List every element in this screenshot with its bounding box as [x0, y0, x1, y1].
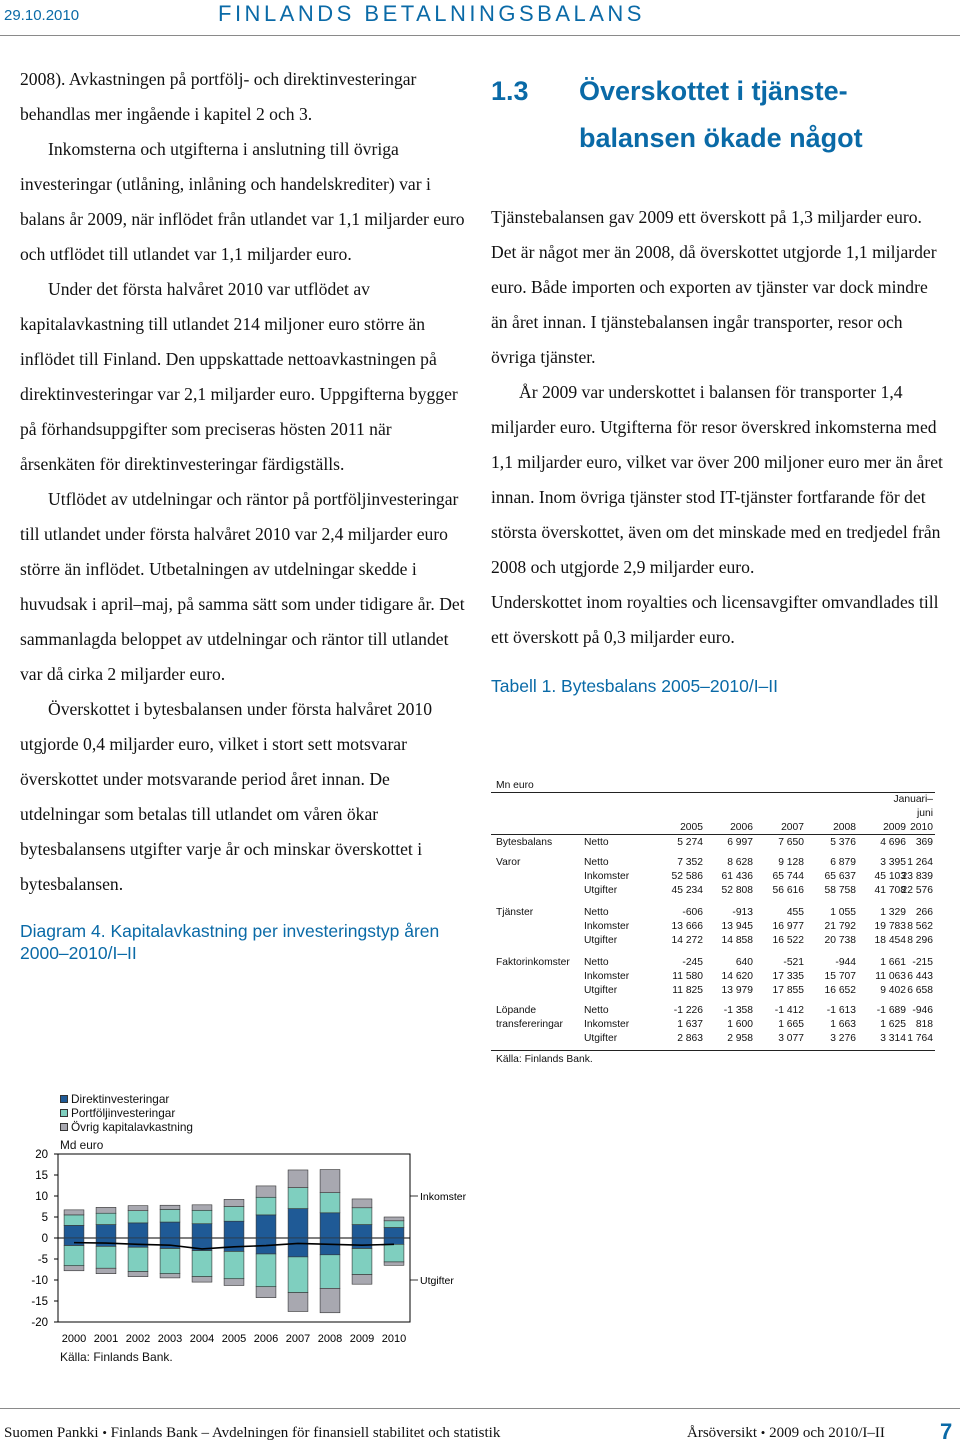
- table-row-item: Inkomster: [584, 971, 630, 982]
- table-cell: 6 443: [907, 971, 933, 982]
- table-row-item: Utgifter: [584, 935, 618, 946]
- bar-utgifter-2: [256, 1254, 276, 1287]
- left-paragraph-2: Inkomsterna och utgifterna i anslutning till övriga investeringar (utlåning, inlåning och handelskrediter) var i balans år 2009, när inflödet från utlandet var 1,1 miljarder euro och utflödet till utlandet var 1,1 miljarder euro.: [20, 139, 465, 264]
- table-cell: 5 274: [677, 837, 703, 848]
- table-cell: 52 808: [721, 885, 753, 896]
- y-tick-label: -5: [37, 1254, 48, 1266]
- table-cell: 1 764: [907, 1033, 933, 1044]
- table-cell: 22 576: [901, 885, 933, 896]
- x-tick-label: 2003: [157, 1333, 183, 1345]
- bar-utgifter-1: [288, 1238, 308, 1257]
- table-cell: 8 296: [907, 935, 933, 946]
- table-cell: 3 395: [880, 857, 906, 868]
- page-number: 7: [940, 1419, 953, 1444]
- bar-inkomster-3: [224, 1199, 244, 1206]
- table-cell: 3 314: [880, 1033, 906, 1044]
- bar-utgifter-3: [384, 1262, 404, 1265]
- x-tick-label: 2006: [253, 1333, 279, 1345]
- left-column: [20, 62, 468, 964]
- bar-inkomster-1: [64, 1225, 84, 1238]
- table-header-year: 2009: [883, 822, 906, 833]
- bar-utgifter-2: [288, 1257, 308, 1293]
- left-paragraph-4: Utflödet av utdelningar och räntor på portföljinvesteringar till utlandet under första halvåret 2010 var 2,4 miljarder euro större än inflödet. Utbetalningen av utdelningar skedde i huvudsak i april–maj, på samma sätt som under tidigare år. Det sammanlagda beloppet av utdelningar och räntor till utlandet var då cirka 2 miljarder euro.: [20, 489, 465, 684]
- table-cell: -944: [835, 957, 856, 968]
- table-cell: 9 402: [880, 985, 906, 996]
- table-caption: Tabell 1. Bytesbalans 2005–2010/I–II: [491, 676, 779, 696]
- table-cell: 13 979: [721, 985, 753, 996]
- bar-utgifter-1: [128, 1238, 148, 1247]
- bar-utgifter-3: [256, 1287, 276, 1298]
- x-tick-label: 2001: [93, 1333, 119, 1345]
- table-cell: 65 744: [772, 871, 804, 882]
- table-cell: 14 272: [671, 935, 703, 946]
- table-cell: 11 063: [875, 971, 906, 982]
- header-title: FINLANDS BETALNINGSBALANS: [218, 1, 645, 26]
- bar-utgifter-3: [64, 1266, 84, 1271]
- table-cell: 20 738: [824, 935, 856, 946]
- bar-utgifter-3: [352, 1275, 372, 1285]
- table-cell: 16 652: [824, 985, 856, 996]
- table-cell: 1 661: [880, 957, 906, 968]
- table-cell: 2 863: [677, 1033, 703, 1044]
- bar-inkomster-1: [288, 1209, 308, 1238]
- x-tick-label: 2002: [125, 1333, 151, 1345]
- table-row-item: Netto: [584, 957, 609, 968]
- chart-plot: [0, 1088, 470, 1353]
- table-cell: -215: [912, 957, 933, 968]
- table-cell: 8 628: [727, 857, 753, 868]
- right-paragraph-3: Underskottet inom royalties och licensavgifter omvandlades till ett överskott på 0,3 miljarder euro.: [491, 592, 939, 647]
- bar-utgifter-2: [384, 1244, 404, 1262]
- bar-inkomster-1: [96, 1225, 116, 1238]
- y-tick-label: 10: [35, 1191, 48, 1203]
- bar-inkomster-3: [320, 1170, 340, 1193]
- y-tick-label: 20: [35, 1149, 48, 1161]
- bar-inkomster-1: [192, 1224, 212, 1238]
- footer-org-fi: Suomen Pankki: [4, 1425, 99, 1441]
- legend-label-direkt: Direktinvesteringar: [71, 1092, 170, 1106]
- table-cell: 21 792: [824, 921, 856, 932]
- table-cell: 5 376: [830, 837, 856, 848]
- header-date: 29.10.2010: [4, 7, 80, 24]
- table-cell: 11 580: [672, 971, 703, 982]
- bar-inkomster-1: [352, 1225, 372, 1238]
- table-cell: -1 358: [723, 1005, 753, 1016]
- table-cell: 1 663: [830, 1019, 856, 1030]
- table-row-group: Tjänster: [496, 907, 534, 918]
- bar-inkomster-3: [160, 1205, 180, 1209]
- table-cell: -946: [912, 1005, 933, 1016]
- table-unit: Mn euro: [496, 780, 534, 791]
- table-cell: -245: [682, 957, 703, 968]
- table-cell: 4 696: [880, 837, 906, 848]
- legend-label-portfolj: Portföljinvesteringar: [71, 1106, 176, 1120]
- chart-y-unit: Md euro: [60, 1138, 104, 1152]
- right-paragraph-1: Tjänstebalansen gav 2009 ett överskott på 1,3 miljarder euro. Det är något mer än 2008, då överskottet utgjorde 1,1 miljarder euro. Både importen och exporten av tjänster var dock mindre än året innan. I tjänstebalansen ingår transporter, resor och övriga tjänster.: [491, 207, 937, 367]
- left-paragraph-1: 2008). Avkastningen på portfölj- och direktinvesteringar behandlas mer ingående i kapitel 2 och 3.: [20, 69, 417, 124]
- bar-utgifter-1: [224, 1238, 244, 1251]
- table-row-item: Utgifter: [584, 885, 618, 896]
- footer-right: [687, 1425, 885, 1442]
- bar-inkomster-2: [64, 1215, 84, 1226]
- table-cell: 1 055: [830, 907, 856, 918]
- bar-utgifter-3: [192, 1277, 212, 1282]
- bar-inkomster-1: [224, 1221, 244, 1238]
- x-tick-label: 2004: [189, 1333, 215, 1345]
- footer-bullet-1: •: [102, 1425, 107, 1440]
- bar-inkomster-2: [256, 1197, 276, 1215]
- table-header-year: 2008: [833, 822, 856, 833]
- table-cell: 65 637: [824, 871, 856, 882]
- bar-inkomster-2: [352, 1208, 372, 1225]
- bar-inkomster-3: [96, 1207, 116, 1213]
- bar-utgifter-3: [320, 1288, 340, 1312]
- table-cell: 1 625: [880, 1019, 906, 1030]
- bar-inkomster-1: [160, 1222, 180, 1238]
- table-row-item: Utgifter: [584, 985, 618, 996]
- bar-inkomster-2: [128, 1211, 148, 1223]
- bar-inkomster-3: [352, 1199, 372, 1208]
- table-cell: 1 637: [677, 1019, 703, 1030]
- bar-utgifter-2: [192, 1251, 212, 1277]
- table-row-group: Löpande: [496, 1005, 537, 1016]
- table-cell: 19 783: [874, 921, 906, 932]
- table-bottom-rule: [491, 1050, 935, 1051]
- table-cell: 16 522: [772, 935, 804, 946]
- bar-utgifter-2: [128, 1247, 148, 1271]
- chart-source: Källa: Finlands Bank.: [60, 1350, 173, 1364]
- header-rule: [0, 35, 960, 36]
- table-row-item: Inkomster: [584, 921, 630, 932]
- right-paragraph-2: År 2009 var underskottet i balansen för transporter 1,4 miljarder euro. Utgifterna för resor överskred inkomsterna med 1,1 miljarder euro, vilket var över 200 miljoner euro mer än året innan. Inom övriga tjänster stod IT-tjänster fortfarande för det största överskottet, även om det minskade med en tredjedel från 2008 och utgjorde 2,9 miljarder euro.: [491, 382, 943, 577]
- bar-utgifter-2: [320, 1255, 340, 1289]
- bar-inkomster-1: [256, 1215, 276, 1238]
- table-cell: 16 977: [772, 921, 804, 932]
- table-cell: 1 329: [880, 907, 906, 918]
- bar-inkomster-3: [192, 1205, 212, 1210]
- bar-utgifter-2: [64, 1246, 84, 1266]
- bar-inkomster-2: [288, 1188, 308, 1209]
- table-row-group: Faktorinkomster: [496, 957, 570, 968]
- footer-report: Årsöversikt: [687, 1425, 757, 1441]
- table-cell: 41 708: [874, 885, 906, 896]
- bar-inkomster-3: [256, 1186, 276, 1197]
- table-header-period-2: juni: [916, 808, 933, 819]
- table-cell: -1 689: [876, 1005, 906, 1016]
- section-title-line-2: balansen ökade något: [579, 123, 863, 153]
- footer-dash: –: [201, 1425, 209, 1441]
- table-cell: 7 650: [778, 837, 804, 848]
- table-cell: 18 454: [874, 935, 906, 946]
- bar-inkomster-2: [224, 1207, 244, 1222]
- annotation-label: Utgifter: [420, 1275, 454, 1287]
- table-cell: -1 613: [826, 1005, 856, 1016]
- footer-department: Avdelningen för finansiell stabilitet och statistik: [211, 1425, 501, 1441]
- table-header-year: 2006: [730, 822, 753, 833]
- legend-label-ovrig: Övrig kapitalavkastning: [71, 1120, 193, 1134]
- bar-inkomster-3: [384, 1217, 404, 1221]
- table-cell: 45 234: [671, 885, 703, 896]
- bar-utgifter-3: [288, 1293, 308, 1312]
- table-cell: -521: [783, 957, 804, 968]
- bar-inkomster-2: [192, 1210, 212, 1223]
- table-cell: 52 586: [671, 871, 703, 882]
- table-cell: 3 276: [830, 1033, 856, 1044]
- left-paragraph-5: Överskottet i bytesbalansen under första halvåret 2010 utgjorde 0,4 miljarder euro, vilket i stort sett motsvarar överskottet under motsvarande period året innan. De utdelningar som betalas till utlandet om våren ökar bytesbalansens utgifter varje år och minskar överskottet i bytesbalansen.: [20, 699, 433, 894]
- table-cell: 14 620: [721, 971, 753, 982]
- left-paragraph-3: Under det första halvåret 2010 var utflödet av kapitalavkastning till utlandet 214 miljoner euro större än inflödet till Finland. Den uppskattade nettoavkastningen på direktinvesteringar var 2,1 miljarder euro. Uppgifterna bygger på förhandsuppgifter som preciseras hösten 2011 när årsenkäten för direktinvesteringar färdigställs.: [20, 279, 458, 474]
- table-row-item: Inkomster: [584, 871, 630, 882]
- table-row-item: Inkomster: [584, 1019, 630, 1030]
- bar-utgifter-3: [128, 1272, 148, 1277]
- table-cell: 818: [915, 1019, 933, 1030]
- table-header-period-1: Januari–: [893, 794, 933, 805]
- table-cell: 7 352: [677, 857, 703, 868]
- table-cell: 266: [915, 907, 933, 918]
- table-cell: 56 616: [772, 885, 804, 896]
- table-row-item: Utgifter: [584, 1033, 618, 1044]
- x-tick-label: 2010: [381, 1333, 407, 1345]
- bar-utgifter-3: [96, 1268, 116, 1273]
- table-top-rule: [491, 792, 935, 793]
- x-tick-label: 2005: [221, 1333, 247, 1345]
- table-cell: 13 945: [721, 921, 753, 932]
- bar-utgifter-2: [160, 1249, 180, 1274]
- y-tick-label: 15: [35, 1170, 48, 1182]
- capital-income-chart: [0, 1088, 470, 1373]
- table-cell: -1 412: [774, 1005, 804, 1016]
- table-cell: 13 666: [671, 921, 703, 932]
- right-body: [491, 200, 943, 655]
- table-cell: 3 077: [778, 1033, 804, 1044]
- bar-utgifter-2: [352, 1249, 372, 1275]
- table-row-group: Varor: [496, 857, 521, 868]
- table-row-item: Netto: [584, 837, 609, 848]
- table-cell: 9 128: [778, 857, 804, 868]
- table-row-item: Netto: [584, 907, 609, 918]
- bar-utgifter-3: [160, 1274, 180, 1278]
- bar-inkomster-2: [160, 1209, 180, 1222]
- bar-inkomster-2: [96, 1213, 116, 1224]
- table-cell: -913: [732, 907, 753, 918]
- bar-utgifter-1: [160, 1238, 180, 1249]
- y-tick-label: 5: [41, 1212, 48, 1224]
- x-tick-label: 2009: [349, 1333, 375, 1345]
- bar-utgifter-2: [224, 1251, 244, 1278]
- table-cell: 61 436: [721, 871, 753, 882]
- annotation-label: Inkomster: [420, 1191, 467, 1203]
- bar-utgifter-1: [384, 1238, 404, 1244]
- table-cell: -606: [682, 907, 703, 918]
- bar-utgifter-1: [64, 1238, 84, 1246]
- bar-inkomster-2: [320, 1193, 340, 1213]
- bar-utgifter-1: [352, 1238, 372, 1249]
- table-cell: 1 600: [727, 1019, 753, 1030]
- section-number: 1.3: [491, 76, 529, 106]
- bar-inkomster-1: [320, 1213, 340, 1238]
- table-cell: 369: [915, 837, 933, 848]
- footer-period: 2009 och 2010/I–II: [769, 1425, 885, 1441]
- table-cell: 6 658: [907, 985, 933, 996]
- table-cell: 6 879: [830, 857, 856, 868]
- bar-utgifter-1: [320, 1238, 340, 1255]
- y-tick-label: 0: [41, 1233, 48, 1245]
- table-cell: 23 839: [901, 871, 933, 882]
- footer-org-sv: Finlands Bank: [110, 1425, 198, 1441]
- diagram-caption: Diagram 4. Kapitalavkastning per investeringstyp åren 2000–2010/I–II: [20, 921, 440, 963]
- page-header: [0, 0, 960, 40]
- table-header-period-3: 2010: [910, 822, 933, 833]
- table-source: Källa: Finlands Bank.: [496, 1054, 593, 1065]
- section-title-line-1: Överskottet i tjänste-: [579, 76, 848, 106]
- bar-inkomster-3: [64, 1210, 84, 1215]
- bar-utgifter-3: [224, 1279, 244, 1286]
- table-header-rule: [491, 834, 935, 835]
- x-tick-label: 2008: [317, 1333, 343, 1345]
- table-cell: 58 758: [824, 885, 856, 896]
- table-cell: 640: [735, 957, 753, 968]
- table-cell: 6 997: [727, 837, 753, 848]
- table-cell: 455: [786, 907, 804, 918]
- table-cell: 8 562: [907, 921, 933, 932]
- bar-inkomster-3: [288, 1170, 308, 1188]
- bar-utgifter-2: [96, 1246, 116, 1268]
- bar-inkomster-2: [384, 1221, 404, 1228]
- table-cell: 11 825: [672, 985, 703, 996]
- left-body: [20, 62, 468, 902]
- bar-inkomster-1: [128, 1223, 148, 1238]
- bar-inkomster-3: [128, 1206, 148, 1211]
- table-cell: 17 855: [772, 985, 804, 996]
- table-row-item: Netto: [584, 1005, 609, 1016]
- x-tick-label: 2007: [285, 1333, 311, 1345]
- y-tick-label: -20: [31, 1317, 48, 1329]
- table-cell: 45 103: [874, 871, 906, 882]
- table-row-item: Netto: [584, 857, 609, 868]
- table-cell: 2 958: [727, 1033, 753, 1044]
- bar-inkomster-1: [384, 1228, 404, 1239]
- section-heading: [491, 62, 943, 182]
- table-header-year: 2007: [781, 822, 804, 833]
- table-cell: 15 707: [824, 971, 856, 982]
- y-tick-label: -10: [31, 1275, 48, 1287]
- table-cell: 1 264: [907, 857, 933, 868]
- y-tick-label: -15: [31, 1296, 48, 1308]
- table-cell: 1 665: [778, 1019, 804, 1030]
- table-row-group: Bytesbalans: [496, 837, 553, 848]
- footer-bullet-2: •: [760, 1425, 766, 1440]
- x-tick-label: 2000: [61, 1333, 87, 1345]
- table-cell: 17 335: [772, 971, 804, 982]
- table-cell: -1 226: [673, 1005, 703, 1016]
- right-column: [491, 62, 943, 697]
- footer-rule: [0, 1408, 960, 1409]
- table-header-year: 2005: [680, 822, 703, 833]
- table-cell: 14 858: [721, 935, 753, 946]
- table-row-group: transfereringar: [496, 1019, 563, 1030]
- footer-left: [4, 1425, 500, 1442]
